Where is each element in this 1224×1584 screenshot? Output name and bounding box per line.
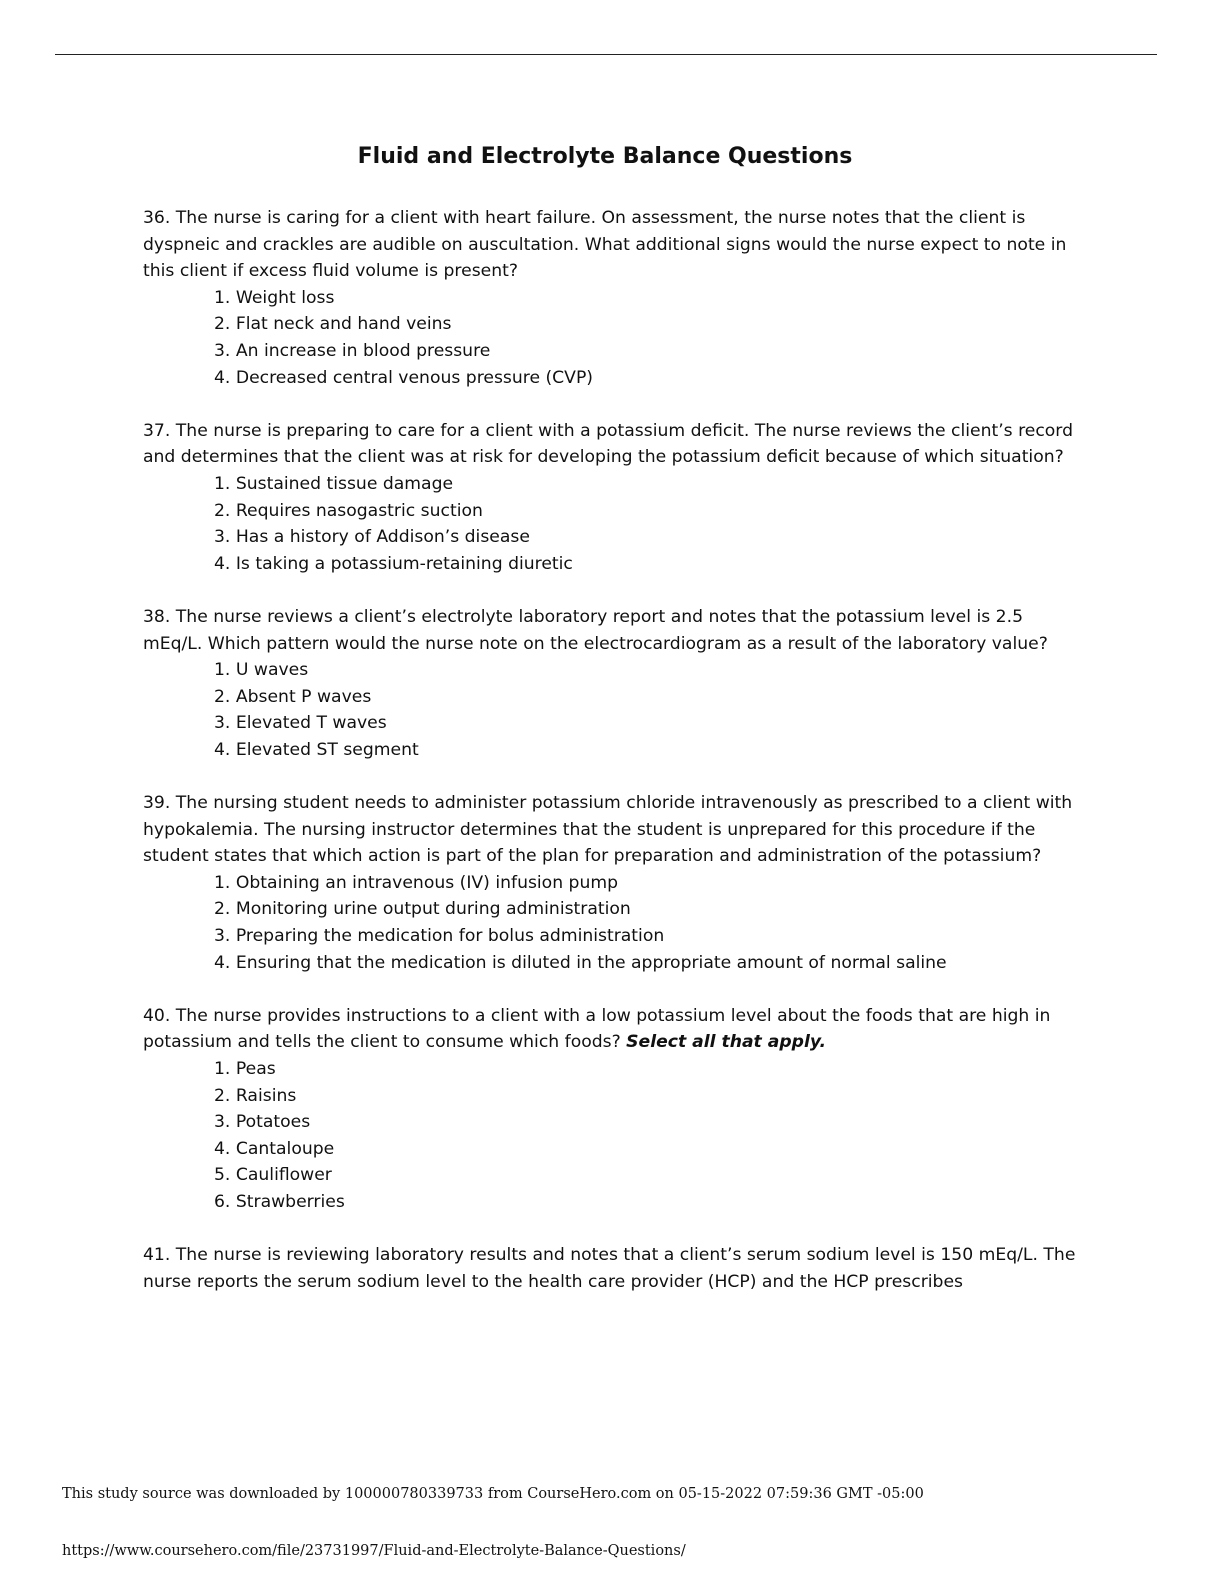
answer-option: 2. Absent P waves <box>214 686 372 707</box>
answer-option: 4. Is taking a potassium-retaining diuretic <box>214 553 573 574</box>
header-rule <box>55 54 1157 55</box>
question-stem <box>143 1003 1083 1056</box>
source-url: https://www.coursehero.com/file/23731997/Fluid-and-Electrolyte-Balance-Questions/ <box>62 1543 686 1559</box>
select-all-instruction: Select all that apply. <box>626 1032 827 1053</box>
answer-option: 4. Decreased central venous pressure (CVP) <box>214 367 594 388</box>
answer-option: 6. Strawberries <box>214 1191 345 1212</box>
question-38 <box>143 604 1083 764</box>
answer-option: 3. Has a history of Addison’s disease <box>214 527 530 548</box>
answer-option: 1. Peas <box>214 1059 276 1079</box>
question-stem: 36. The nurse is caring for a client with heart failure. On assessment, the nurse notes that the client is dyspneic and crackles are audible on auscultation. What additional signs would the nurse expect to note in this client if excess fluid volume is present? <box>143 208 1067 282</box>
answer-option: 1. Sustained tissue damage <box>214 473 454 494</box>
question-stem-text: 40. The nurse provides instructions to a client with a low potassium level about the foods that are high in potassium and tells the client to consume which foods? <box>143 1005 1051 1053</box>
answer-option: 3. Elevated T waves <box>214 713 387 734</box>
answer-option: 2. Monitoring urine output during administration <box>214 899 631 920</box>
answer-option: 4. Elevated ST segment <box>214 739 419 760</box>
question-41 <box>143 1242 1083 1295</box>
answer-options <box>143 657 1083 763</box>
question-list <box>143 205 1083 1322</box>
answer-option: 1. Obtaining an intravenous (IV) infusion pump <box>214 872 619 893</box>
answer-option: 2. Requires nasogastric suction <box>214 500 483 521</box>
answer-option: 3. Potatoes <box>214 1112 311 1133</box>
answer-option: 4. Cantaloupe <box>214 1138 335 1159</box>
answer-option: 2. Raisins <box>214 1085 297 1106</box>
answer-options <box>143 471 1083 577</box>
answer-option: 1. U waves <box>214 660 309 681</box>
answer-options <box>143 870 1083 976</box>
answer-options <box>143 285 1083 391</box>
question-stem: 37. The nurse is preparing to care for a client with a potassium deficit. The nurse reviews the client’s record and determines that the client was at risk for developing the potassium deficit because of which situation? <box>143 420 1073 468</box>
question-stem: 38. The nurse reviews a client’s electrolyte laboratory report and notes that the potassium level is 2.5 mEq/L. Which pattern would the nurse note on the electrocardiogram as a result of the laboratory value? <box>143 606 1048 654</box>
answer-options <box>143 1056 1083 1216</box>
question-stem: 41. The nurse is reviewing laboratory results and notes that a client’s serum sodium level is 150 mEq/L. The nurse reports the serum sodium level to the health care provider (HCP) and the HCP prescribes <box>143 1245 1076 1292</box>
answer-option: 1. Weight loss <box>214 287 335 308</box>
question-40 <box>143 1003 1083 1216</box>
answer-option: 4. Ensuring that the medication is diluted in the appropriate amount of normal saline <box>214 952 947 973</box>
answer-option: 3. Preparing the medication for bolus administration <box>214 926 665 947</box>
answer-option: 5. Cauliflower <box>214 1165 332 1186</box>
answer-option: 2. Flat neck and hand veins <box>214 314 452 335</box>
question-39 <box>143 790 1083 976</box>
question-37 <box>143 418 1083 578</box>
answer-option: 3. An increase in blood pressure <box>214 340 491 361</box>
document-title: Fluid and Electrolyte Balance Questions <box>357 144 853 169</box>
question-stem: 39. The nursing student needs to administer potassium chloride intravenously as prescribed to a client with hypokalemia. The nursing instructor determines that the student is unprepared for this procedure if the student states that which action is part of the plan for preparation and administration of the potassium? <box>143 793 1073 867</box>
download-notice: This study source was downloaded by 100000780339733 from CourseHero.com on 05-15-2022 07:59:36 GMT -05:00 <box>62 1486 924 1502</box>
question-36 <box>143 205 1083 391</box>
